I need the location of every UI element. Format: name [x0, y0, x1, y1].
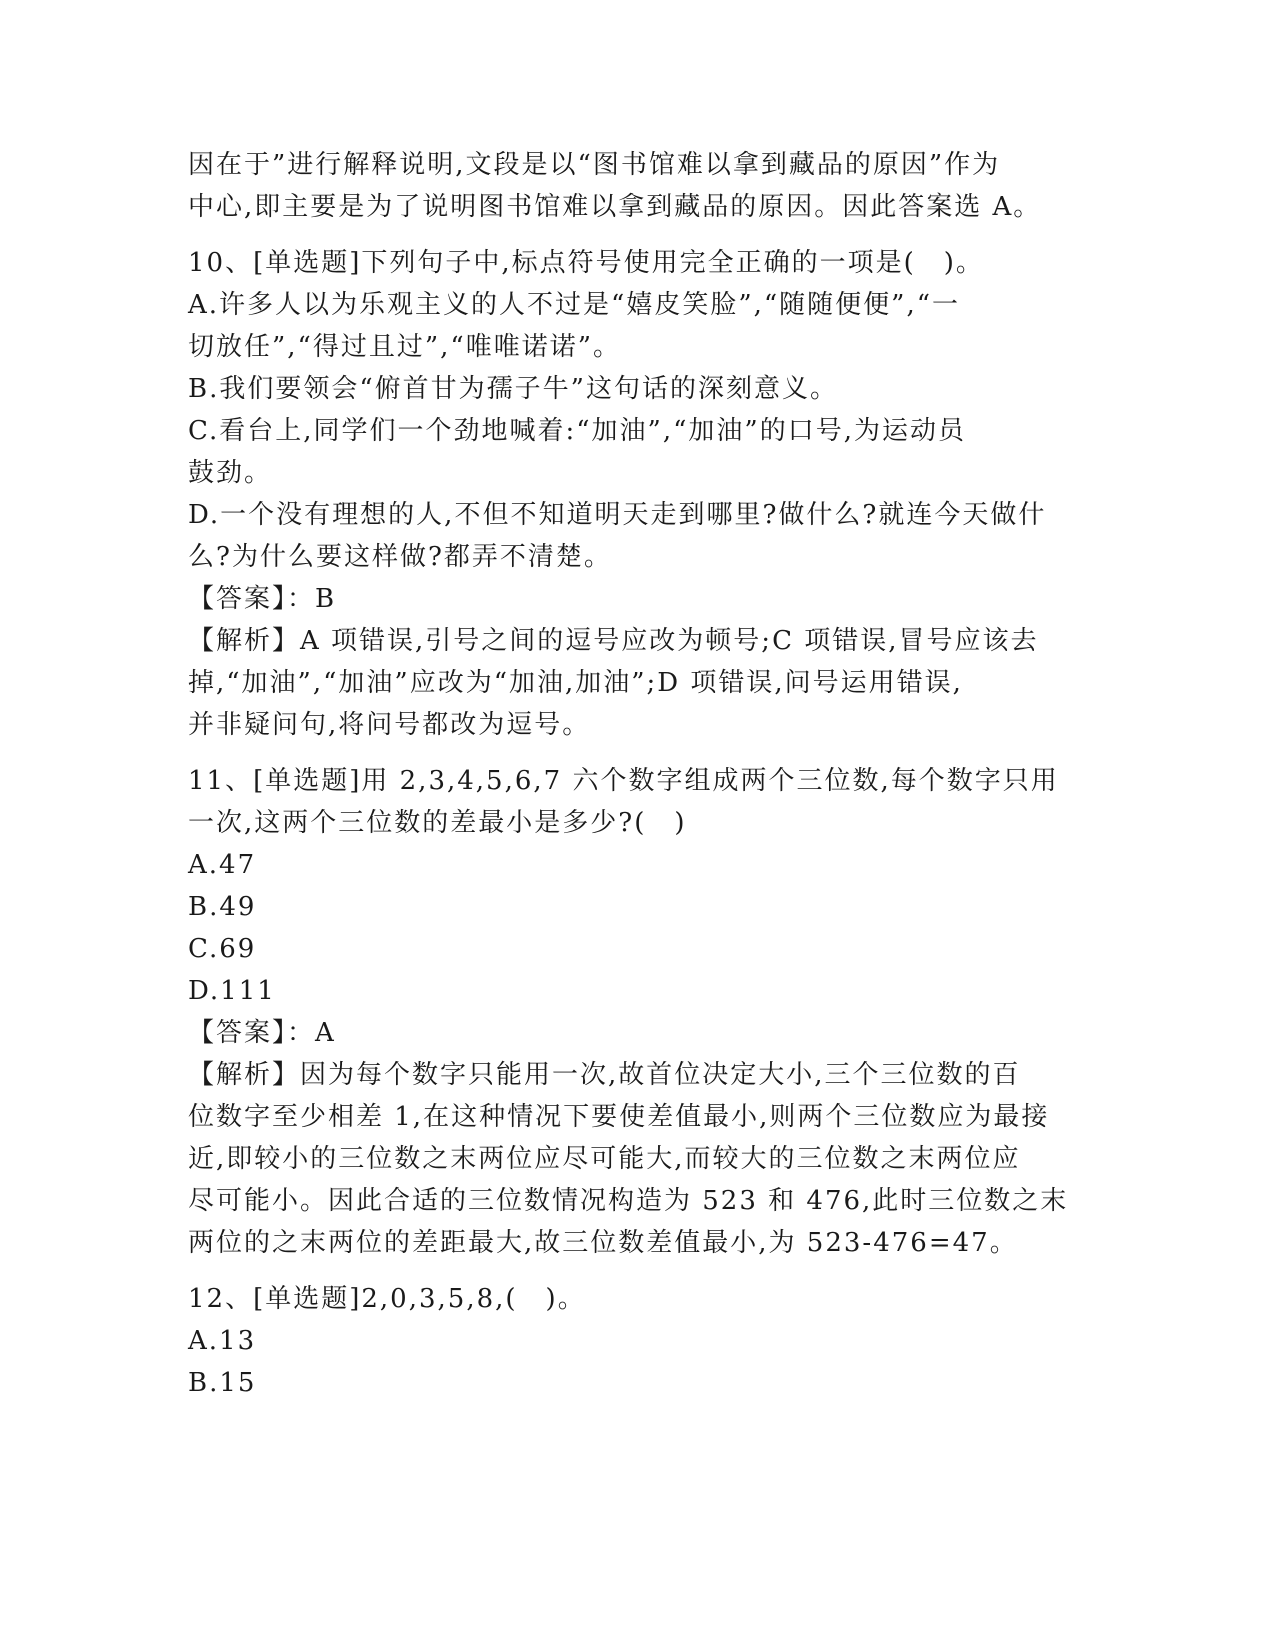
spacer: [188, 1264, 1088, 1278]
answer: 【答案】：A: [188, 1018, 336, 1048]
analysis: 【解析】因为每个数字只能用一次,故首位决定大小,三个三位数的百: [188, 1060, 1021, 1090]
option-c: C.69: [188, 934, 257, 964]
document-content: [188, 144, 1088, 1404]
question-stem: 11、[单选题]用 2,3,4,5,6,7 六个数字组成两个三位数,每个数字只用: [188, 766, 1059, 796]
text-line: 因在于”进行解释说明,文段是以“图书馆难以拿到藏品的原因”作为: [188, 150, 1001, 180]
option-b: B.我们要领会“俯首甘为孺子牛”这句话的深刻意义。: [188, 374, 838, 404]
answer: 【答案】：B: [188, 584, 337, 614]
spacer: [188, 228, 1088, 242]
analysis: 【解析】A 项错误,引号之间的逗号应改为顿号;C 项错误,冒号应该去: [188, 626, 1039, 656]
analysis-continued: 近,即较小的三位数之末两位应尽可能大,而较大的三位数之末两位应: [188, 1144, 1021, 1174]
option-b: B.49: [188, 892, 257, 922]
option-d: D.一个没有理想的人,不但不知道明天走到哪里?做什么?就连今天做什: [188, 500, 1047, 530]
question-12: [188, 1278, 1088, 1404]
previous-explanation-tail: [188, 144, 1088, 228]
analysis-continued: 位数字至少相差 1,在这种情况下要使差值最小,则两个三位数应为最接: [188, 1102, 1050, 1132]
option-d-continued: 么?为什么要这样做?都弄不清楚。: [188, 542, 612, 572]
question-stem-continued: 一次,这两个三位数的差最小是多少?( ): [188, 808, 687, 838]
option-a-continued: 切放任”,“得过且过”,“唯唯诺诺”。: [188, 332, 621, 362]
question-stem: 10、[单选题]下列句子中,标点符号使用完全正确的一项是( )。: [188, 248, 984, 278]
option-d: D.111: [188, 976, 276, 1006]
question-stem: 12、[单选题]2,0,3,5,8,( )。: [188, 1284, 586, 1314]
question-10: [188, 242, 1088, 746]
option-c-continued: 鼓劲。: [188, 458, 273, 488]
option-a: A.47: [188, 850, 257, 880]
analysis-continued: 掉,“加油”,“加油”应改为“加油,加油”;D 项错误,问号运用错误,: [188, 668, 963, 698]
spacer: [188, 746, 1088, 760]
question-11: [188, 760, 1088, 1264]
analysis-continued: 尽可能小。因此合适的三位数情况构造为 523 和 476,此时三位数之末: [188, 1186, 1069, 1216]
option-a: A.许多人以为乐观主义的人不过是“嬉皮笑脸”,“随随便便”,“一: [188, 290, 961, 320]
analysis-continued: 并非疑问句,将问号都改为逗号。: [188, 710, 591, 740]
analysis-continued: 两位的之末两位的差距最大,故三位数差值最小,为 523-476=47。: [188, 1228, 1018, 1258]
option-c: C.看台上,同学们一个劲地喊着:“加油”,“加油”的口号,为运动员: [188, 416, 966, 446]
option-b: B.15: [188, 1368, 257, 1398]
text-line: 中心,即主要是为了说明图书馆难以拿到藏品的原因。因此答案选 A。: [188, 192, 1042, 222]
option-a: A.13: [188, 1326, 257, 1356]
